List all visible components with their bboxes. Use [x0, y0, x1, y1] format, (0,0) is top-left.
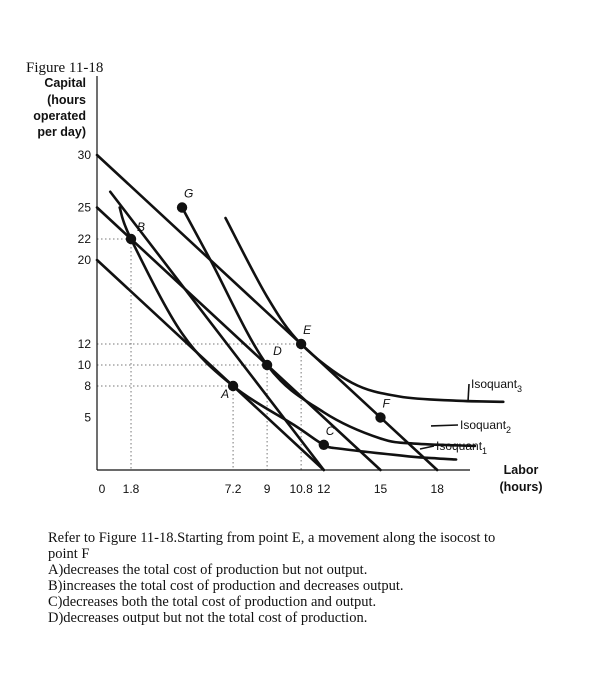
x-tick-label: 18: [430, 482, 444, 496]
isoquant-2-label: Isoquant$_2$: [460, 418, 512, 435]
x-tick-label: 10.8: [289, 482, 313, 496]
figure-label: Figure 11-18: [26, 60, 104, 76]
option-c[interactable]: C)decreases both the total cost of production and output.: [48, 594, 377, 610]
y-tick-label: 22: [77, 232, 91, 246]
x-tick-label: 15: [373, 482, 388, 496]
point-label-D: D: [273, 344, 282, 358]
point-F: [375, 412, 385, 422]
isoquant-1-label: Isoquant$_1$: [436, 439, 488, 456]
isoquant-3-arrow: [468, 384, 469, 402]
x-axis-title-line-2: (hours): [499, 480, 543, 494]
x-tick-label: 12: [317, 482, 331, 496]
isocost-30-18: [97, 155, 437, 470]
point-D: [262, 360, 272, 370]
isoquant-1-arrow: [420, 446, 434, 449]
point-E: [296, 339, 306, 349]
point-label-A: A: [221, 387, 230, 401]
option-d[interactable]: D)decreases output but not the total cost of production.: [48, 610, 368, 626]
point-label-E: E: [303, 323, 312, 337]
isoquant-labels: [420, 377, 522, 456]
y-tick-label: 20: [77, 253, 91, 267]
option-b[interactable]: B)increases the total cost of production and decreases output.: [48, 578, 404, 594]
x-tick-label: 7.2: [224, 482, 242, 496]
x-tick-label: 9: [263, 482, 271, 496]
x-axis-title: [499, 463, 542, 494]
point-G: [177, 202, 187, 212]
question-stem-line-1: Refer to Figure 11-18.Starting from point E, a movement along the isocost to: [48, 530, 496, 546]
point-label-F: F: [382, 396, 390, 411]
point-label-G: G: [184, 186, 194, 201]
y-axis-title-line-3: operated: [33, 109, 86, 123]
y-axis-title-line-1: Capital: [44, 76, 86, 90]
y-axis-title-line-4: per day): [37, 125, 86, 139]
isoquant-2-arrow: [431, 425, 458, 426]
point-C: [319, 440, 329, 450]
x-tick-label: 1.8: [122, 482, 140, 496]
question-stem-line-2: point F: [48, 546, 90, 562]
x-axis-title-line-1: Labor: [503, 463, 539, 477]
option-a[interactable]: A)decreases the total cost of production but not output.: [48, 562, 368, 578]
tick-labels: [78, 148, 445, 496]
axes: [97, 76, 470, 470]
curves: [97, 155, 503, 470]
point-label-B: B: [137, 220, 146, 234]
y-axis-title: [33, 76, 86, 139]
y-tick-label: 8: [84, 379, 91, 393]
x-tick-label: 0: [98, 482, 106, 496]
point-B: [126, 234, 136, 244]
question-block: [48, 530, 588, 626]
isocost-25-15: [97, 208, 381, 471]
y-tick-label: 25: [77, 200, 91, 215]
y-tick-label: 10: [77, 358, 91, 372]
point-A: [228, 381, 238, 391]
y-tick-label: 5: [84, 410, 91, 425]
y-tick-label: 12: [77, 337, 91, 351]
isoquant-3-label: Isoquant$_3$: [471, 377, 523, 394]
point-label-C: C: [325, 423, 335, 438]
y-axis-title-line-2: (hours: [47, 93, 86, 107]
y-tick-label: 30: [77, 148, 91, 162]
